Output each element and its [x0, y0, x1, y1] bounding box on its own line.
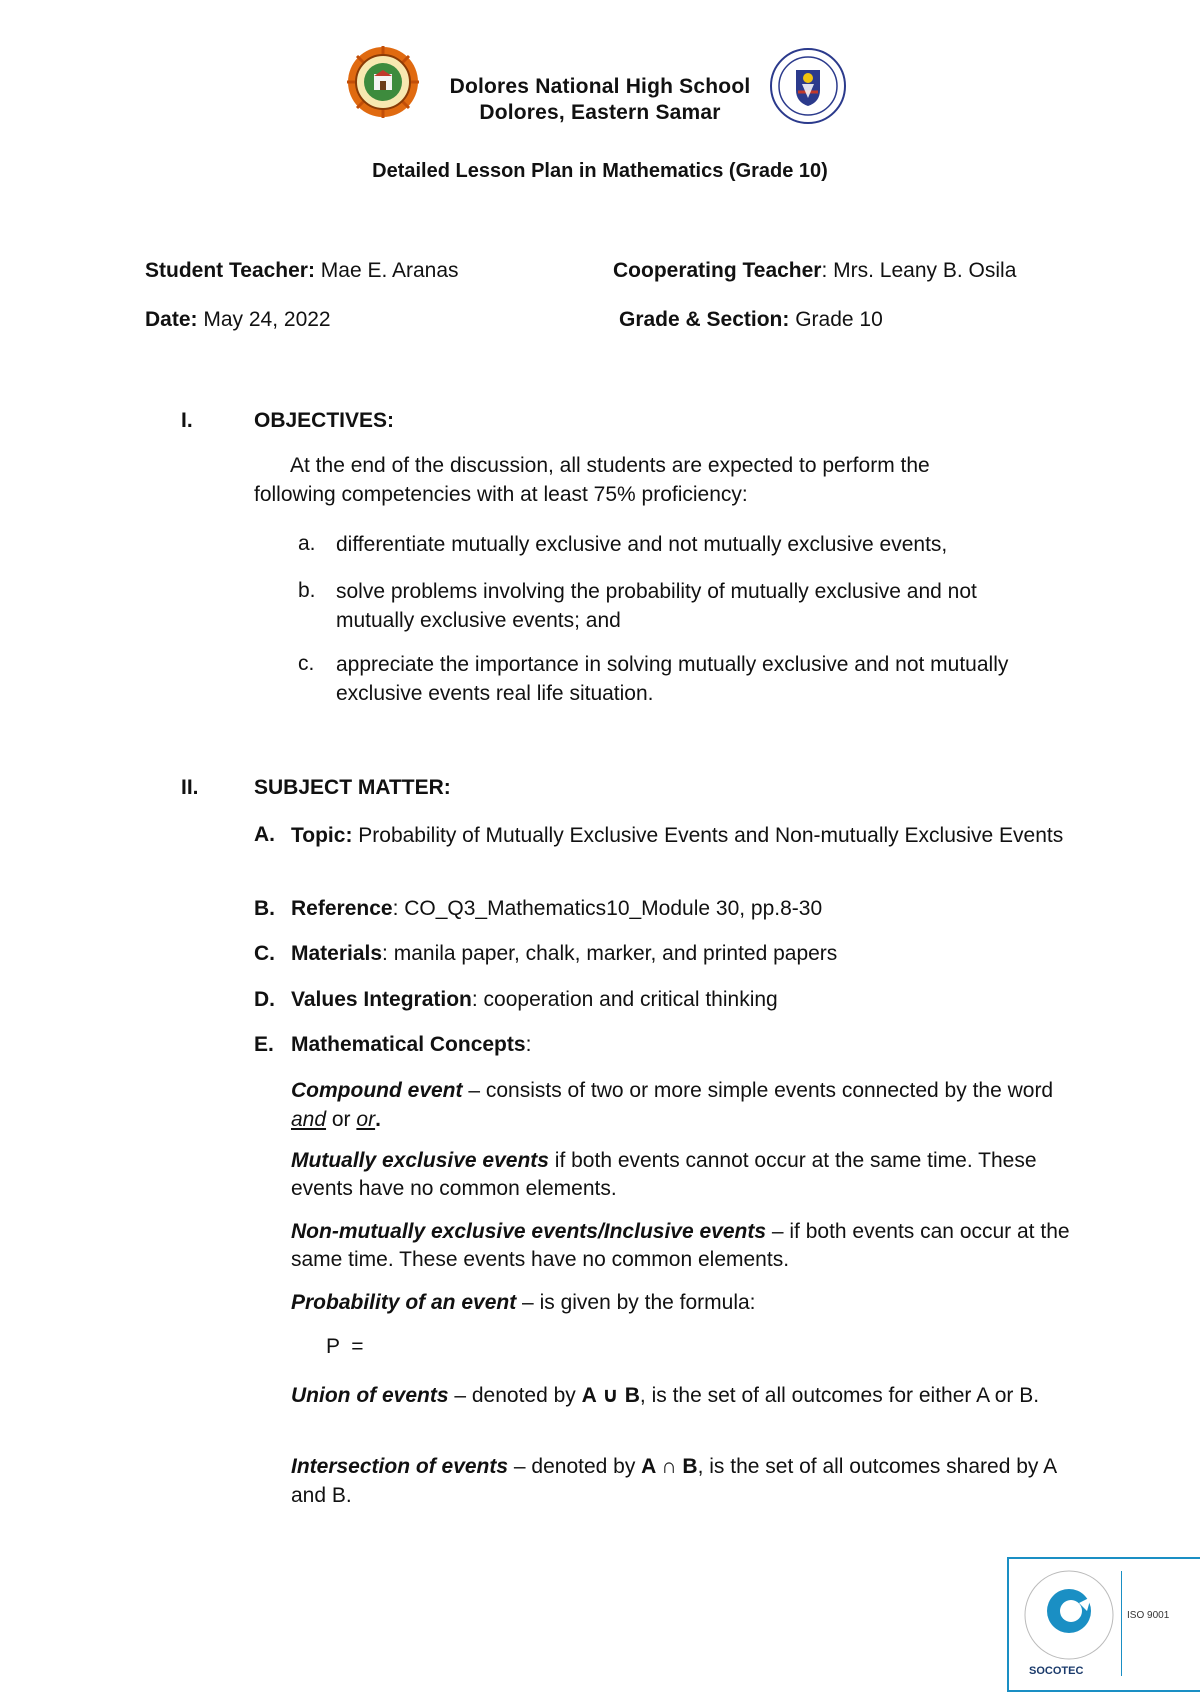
mutex-text: if both events cannot occur at the same time. These events have no common elements. [291, 1149, 1037, 1200]
subject-matter-number: II. [181, 776, 199, 799]
sm-values [291, 986, 1071, 1014]
objective-item-b: solve problems involving the probability of mutually exclusive and not mutually exclusive events; and [336, 580, 977, 632]
date-line [145, 306, 331, 334]
grade-section-value: Grade 10 [789, 308, 883, 331]
compound-or-pre: or [326, 1108, 357, 1131]
sm-reference-label: Reference [291, 897, 393, 920]
sm-concepts-label: Mathematical Concepts [291, 1033, 526, 1056]
school-location: Dolores, Eastern Samar [479, 101, 721, 124]
student-teacher-line [145, 257, 459, 285]
student-teacher-label: Student Teacher: [145, 259, 315, 282]
prob-term: Probability of an event [291, 1291, 517, 1314]
school-name: Dolores National High School [449, 75, 751, 98]
sm-materials-label: Materials [291, 942, 383, 965]
date-value: May 24, 2022 [197, 308, 331, 331]
objectives-number: I. [181, 409, 193, 432]
sm-values-text: : cooperation and critical thinking [471, 988, 778, 1011]
cooperating-teacher-label: Cooperating Teacher [613, 259, 822, 282]
objective-item-a: differentiate mutually exclusive and not mutually exclusive events, [336, 533, 948, 556]
iso-certification-badge [1007, 1557, 1200, 1692]
nonmutex-text: – if both events can occur at the same time. These events have no common elements. [291, 1220, 1070, 1271]
nonmutex-term: Non-mutually exclusive events/Inclusive events [291, 1220, 767, 1243]
objective-letter-b: b. [298, 579, 316, 602]
mutex-term: Mutually exclusive events [291, 1149, 549, 1172]
date-label: Date: [145, 308, 198, 331]
sm-concepts-text: : [525, 1033, 532, 1056]
objective-letter-a: a. [298, 532, 316, 555]
sm-topic-label: Topic: [291, 824, 353, 847]
prob-text: – is given by the formula: [516, 1291, 756, 1314]
sm-values-label: Values Integration [291, 988, 472, 1011]
badge-divider [1121, 1571, 1122, 1676]
concept-non-mutually-exclusive [291, 1218, 1071, 1274]
compound-and: and [291, 1108, 327, 1131]
sm-materials-text: : manila paper, chalk, marker, and printed papers [382, 942, 838, 965]
sm-letter-b: B. [254, 897, 275, 920]
grade-section-line [619, 306, 883, 334]
inter-term: Intersection of events [291, 1455, 509, 1478]
concept-union [291, 1381, 1071, 1410]
sm-reference-text: : CO_Q3_Mathematics10_Module 30, pp.8-30 [392, 897, 823, 920]
concept-probability [291, 1289, 1071, 1317]
student-teacher-value: Mae E. Aranas [314, 259, 459, 282]
compound-or: or [356, 1108, 376, 1131]
objectives-heading: OBJECTIVES: [254, 409, 395, 432]
objectives-intro: At the end of the discussion, all students are expected to perform the following competencies with at least 75% proficiency: [254, 454, 930, 506]
sm-reference [291, 895, 1071, 923]
cooperating-teacher-line [613, 257, 1016, 285]
socotec-brand: SOCOTEC [1029, 1665, 1084, 1677]
subject-matter-heading: SUBJECT MATTER: [254, 776, 451, 799]
union-term: Union of events [291, 1384, 449, 1407]
concept-compound-event [291, 1076, 1071, 1134]
union-symbol: A ∪ B [581, 1384, 640, 1407]
compound-text: – consists of two or more simple events connected by the word [462, 1079, 1054, 1102]
union-text-2: , is the set of all outcomes for either A or B. [639, 1384, 1040, 1407]
cooperating-teacher-value: : Mrs. Leany B. Osila [821, 259, 1017, 282]
sm-letter-d: D. [254, 988, 275, 1011]
concept-intersection [291, 1452, 1071, 1510]
sm-topic-text: Probability of Mutually Exclusive Events and Non-mutually Exclusive Events [352, 824, 1064, 847]
sm-topic [291, 821, 1071, 850]
sm-materials [291, 940, 1071, 968]
socotec-logo [1019, 1569, 1119, 1665]
compound-end: . [375, 1108, 381, 1131]
sm-letter-c: C. [254, 942, 275, 965]
objective-item-c: appreciate the importance in solving mutually exclusive and not mutually exclusive events real life situation. [336, 653, 1009, 705]
compound-term: Compound event [291, 1079, 463, 1102]
union-text-1: – denoted by [448, 1384, 582, 1407]
grade-section-label: Grade & Section: [619, 308, 790, 331]
iso-standard: ISO 9001 [1127, 1610, 1170, 1621]
inter-text-2: , is the set of all outcomes shared by A and B. [291, 1455, 1056, 1507]
document-title: Detailed Lesson Plan in Mathematics (Grade 10) [372, 160, 828, 182]
sm-letter-e: E. [254, 1033, 274, 1056]
concept-mutually-exclusive [291, 1147, 1071, 1203]
sm-letter-a: A. [254, 823, 275, 846]
objective-letter-c: c. [298, 652, 315, 675]
inter-symbol: A ∩ B [641, 1455, 698, 1478]
sm-concepts [291, 1031, 1071, 1059]
inter-text-1: – denoted by [508, 1455, 642, 1478]
probability-formula: P = [326, 1335, 364, 1358]
